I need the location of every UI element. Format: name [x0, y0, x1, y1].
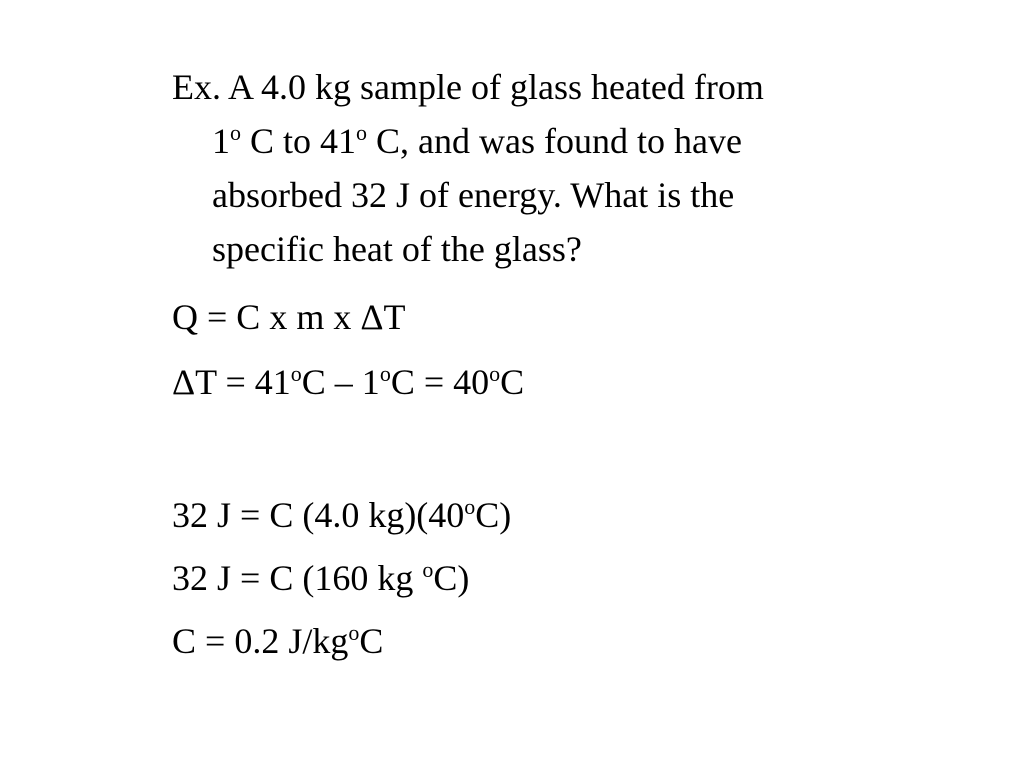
- problem-line-1: Ex. A 4.0 kg sample of glass heated from: [172, 67, 764, 107]
- problem-line-2: [172, 114, 952, 168]
- problem-line-3: absorbed 32 J of energy. What is the: [212, 175, 735, 215]
- equation-formula: Q = C x m x ΔT: [172, 297, 406, 337]
- text-fragment: C = 0.2 J/kg: [172, 621, 349, 661]
- degree-superscript: o: [230, 120, 241, 145]
- text-fragment: C: [500, 362, 525, 402]
- text-fragment: 32 J = C (4.0 kg)(40: [172, 495, 465, 535]
- degree-superscript: o: [464, 494, 476, 519]
- equation-simplified: [172, 551, 469, 605]
- text-fragment: 32 J = C (160 kg: [172, 558, 423, 598]
- equation-delta-t: [172, 355, 524, 409]
- equation-substitution: [172, 488, 511, 542]
- degree-superscript: o: [356, 120, 368, 145]
- text-fragment: C: [359, 621, 384, 661]
- text-fragment: C): [433, 558, 470, 598]
- degree-superscript: o: [379, 361, 391, 386]
- text-fragment: ΔT = 41: [172, 362, 291, 402]
- problem-line-4: specific heat of the glass?: [212, 229, 582, 269]
- text-fragment: C to 41: [241, 121, 357, 161]
- problem-statement: [172, 60, 952, 276]
- degree-superscript: o: [422, 557, 434, 582]
- text-fragment: 1: [212, 121, 230, 161]
- equation-answer: [172, 614, 383, 668]
- text-fragment: C = 40: [390, 362, 490, 402]
- text-fragment: C, and was found to have: [367, 121, 742, 161]
- degree-superscript: o: [348, 620, 360, 645]
- degree-superscript: o: [290, 361, 302, 386]
- text-fragment: C): [475, 495, 512, 535]
- degree-superscript: o: [489, 361, 501, 386]
- text-fragment: C – 1: [301, 362, 380, 402]
